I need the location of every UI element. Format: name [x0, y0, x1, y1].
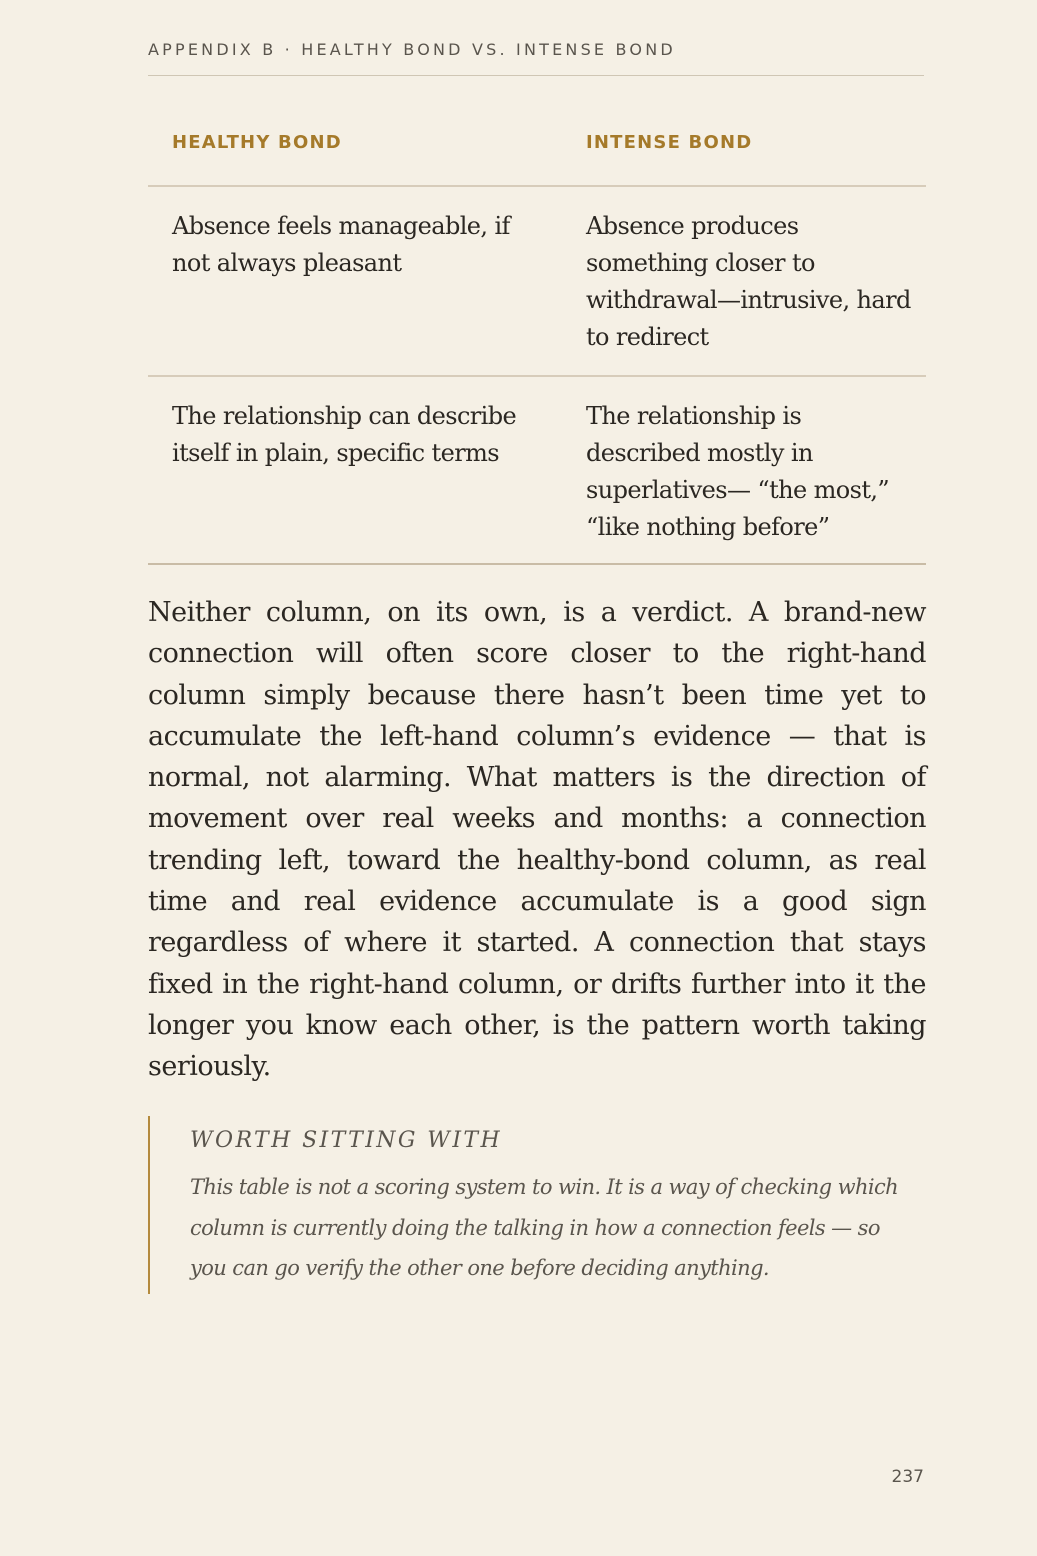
- table-cell-healthy: The relationship can describe itself in plain, specific terms: [172, 402, 517, 467]
- callout-text: This table is not a scoring system to win. It is a way of checking which column is currently doing the talking in how a connection feels — so you can go verify the other one before deciding anything.: [190, 1175, 899, 1280]
- page-number: 237: [891, 1467, 924, 1487]
- column-header-intense: INTENSE BOND: [586, 132, 753, 153]
- table-row: [148, 187, 926, 377]
- comparison-table: [148, 104, 926, 565]
- table-header-row: [148, 104, 926, 187]
- running-head: APPENDIX B · HEALTHY BOND VS. INTENSE BOND: [148, 40, 676, 59]
- callout-box: [148, 1116, 926, 1294]
- table-cell-healthy: Absence feels manageable, if not always pleasant: [172, 212, 510, 277]
- column-header-healthy: HEALTHY BOND: [172, 132, 342, 153]
- table-cell-intense: Absence produces something closer to withdrawal—intrusive, hard to redirect: [586, 212, 911, 351]
- table-cell-intense: The relationship is described mostly in superlatives— “the most,” “like nothing before”: [586, 402, 890, 541]
- callout-title: WORTH SITTING WITH: [190, 1128, 503, 1153]
- body-paragraph: Neither column, on its own, is a verdict. A brand-new connection will often score closer to the right-hand column simply because there hasn’t been time yet to accumulate the left-hand column’s evidence — that is normal, not alarming. What matters is the direction of movement over real weeks and months: a connection trending left, toward the healthy-bond column, as real time and real evidence accumulate is a good sign regardless of where it started. A connection that stays fixed in the right-hand column, or drifts further into it the longer you know each other, is the pattern worth taking seriously.: [148, 597, 926, 1083]
- table-row: [148, 377, 926, 565]
- running-head-rule: [148, 75, 924, 76]
